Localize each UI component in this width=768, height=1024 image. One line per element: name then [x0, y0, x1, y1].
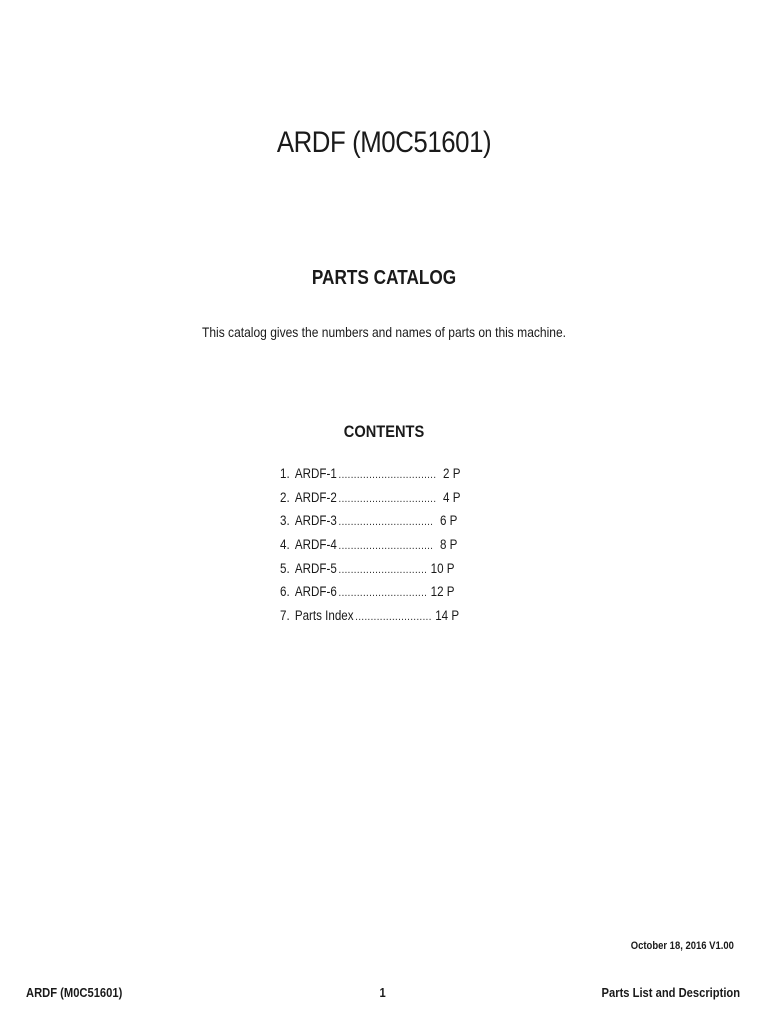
- toc-entry-number: 2.: [280, 489, 290, 505]
- page-footer: [0, 985, 768, 1003]
- toc-entry-leader: ...............................: [338, 540, 434, 553]
- toc-entry-leader: .........................: [355, 611, 432, 624]
- toc-entry-page: 12 P: [430, 584, 455, 600]
- toc-entry[interactable]: [280, 608, 460, 632]
- toc-entry-page: 8 P: [439, 537, 458, 553]
- toc-entry-label: ARDF-4: [294, 537, 337, 553]
- toc-entry-label: ARDF-5: [294, 560, 337, 576]
- toc-entry[interactable]: [280, 489, 461, 514]
- page-title: ARDF (M0C51601): [276, 126, 492, 159]
- toc-entry-page: 10 P: [430, 560, 455, 576]
- footer-page-number: 1: [379, 985, 386, 1000]
- catalog-description: This catalog gives the numbers and names of parts on this machine.: [201, 324, 567, 340]
- toc-entry[interactable]: [280, 537, 458, 561]
- toc-entry-label: Parts Index: [294, 608, 354, 624]
- catalog-heading: PARTS CATALOG: [311, 267, 457, 289]
- toc-entry-number: 4.: [280, 537, 290, 553]
- toc-entry-label: ARDF-6: [294, 584, 337, 600]
- toc-entry-page: 6 P: [439, 513, 458, 529]
- toc-entry[interactable]: [280, 466, 461, 490]
- revision-date: October 18, 2016 V1.00: [630, 940, 734, 952]
- footer-section-title: Parts List and Description: [601, 985, 740, 1000]
- toc-entry[interactable]: [280, 584, 455, 608]
- toc-entry-label: ARDF-1: [294, 466, 337, 481]
- footer-document-title: ARDF (M0C51601): [26, 985, 123, 1000]
- toc-entry-number: 7.: [280, 608, 290, 624]
- toc-entry-label: ARDF-3: [294, 513, 337, 529]
- toc-entry-label: ARDF-2: [294, 489, 337, 505]
- toc-entry-number: 6.: [280, 584, 290, 600]
- toc-entry-number: 3.: [280, 513, 290, 529]
- toc-entry-leader: .............................: [338, 587, 428, 600]
- toc-entry-page: 14 P: [435, 608, 460, 624]
- toc-entry-number: 5.: [280, 560, 290, 576]
- toc-entry[interactable]: [280, 560, 455, 585]
- toc-entry[interactable]: [280, 513, 458, 537]
- toc-entry-leader: .............................: [338, 563, 428, 576]
- toc-entry-leader: ................................: [338, 469, 437, 481]
- table-of-contents: [280, 466, 461, 632]
- toc-entry-page: 4 P: [443, 489, 461, 505]
- toc-entry-leader: ...............................: [338, 516, 434, 529]
- toc-entry-number: 1.: [280, 466, 290, 481]
- toc-entry-leader: ................................: [338, 492, 437, 505]
- contents-heading: CONTENTS: [343, 422, 425, 441]
- toc-entry-page: 2 P: [443, 466, 461, 481]
